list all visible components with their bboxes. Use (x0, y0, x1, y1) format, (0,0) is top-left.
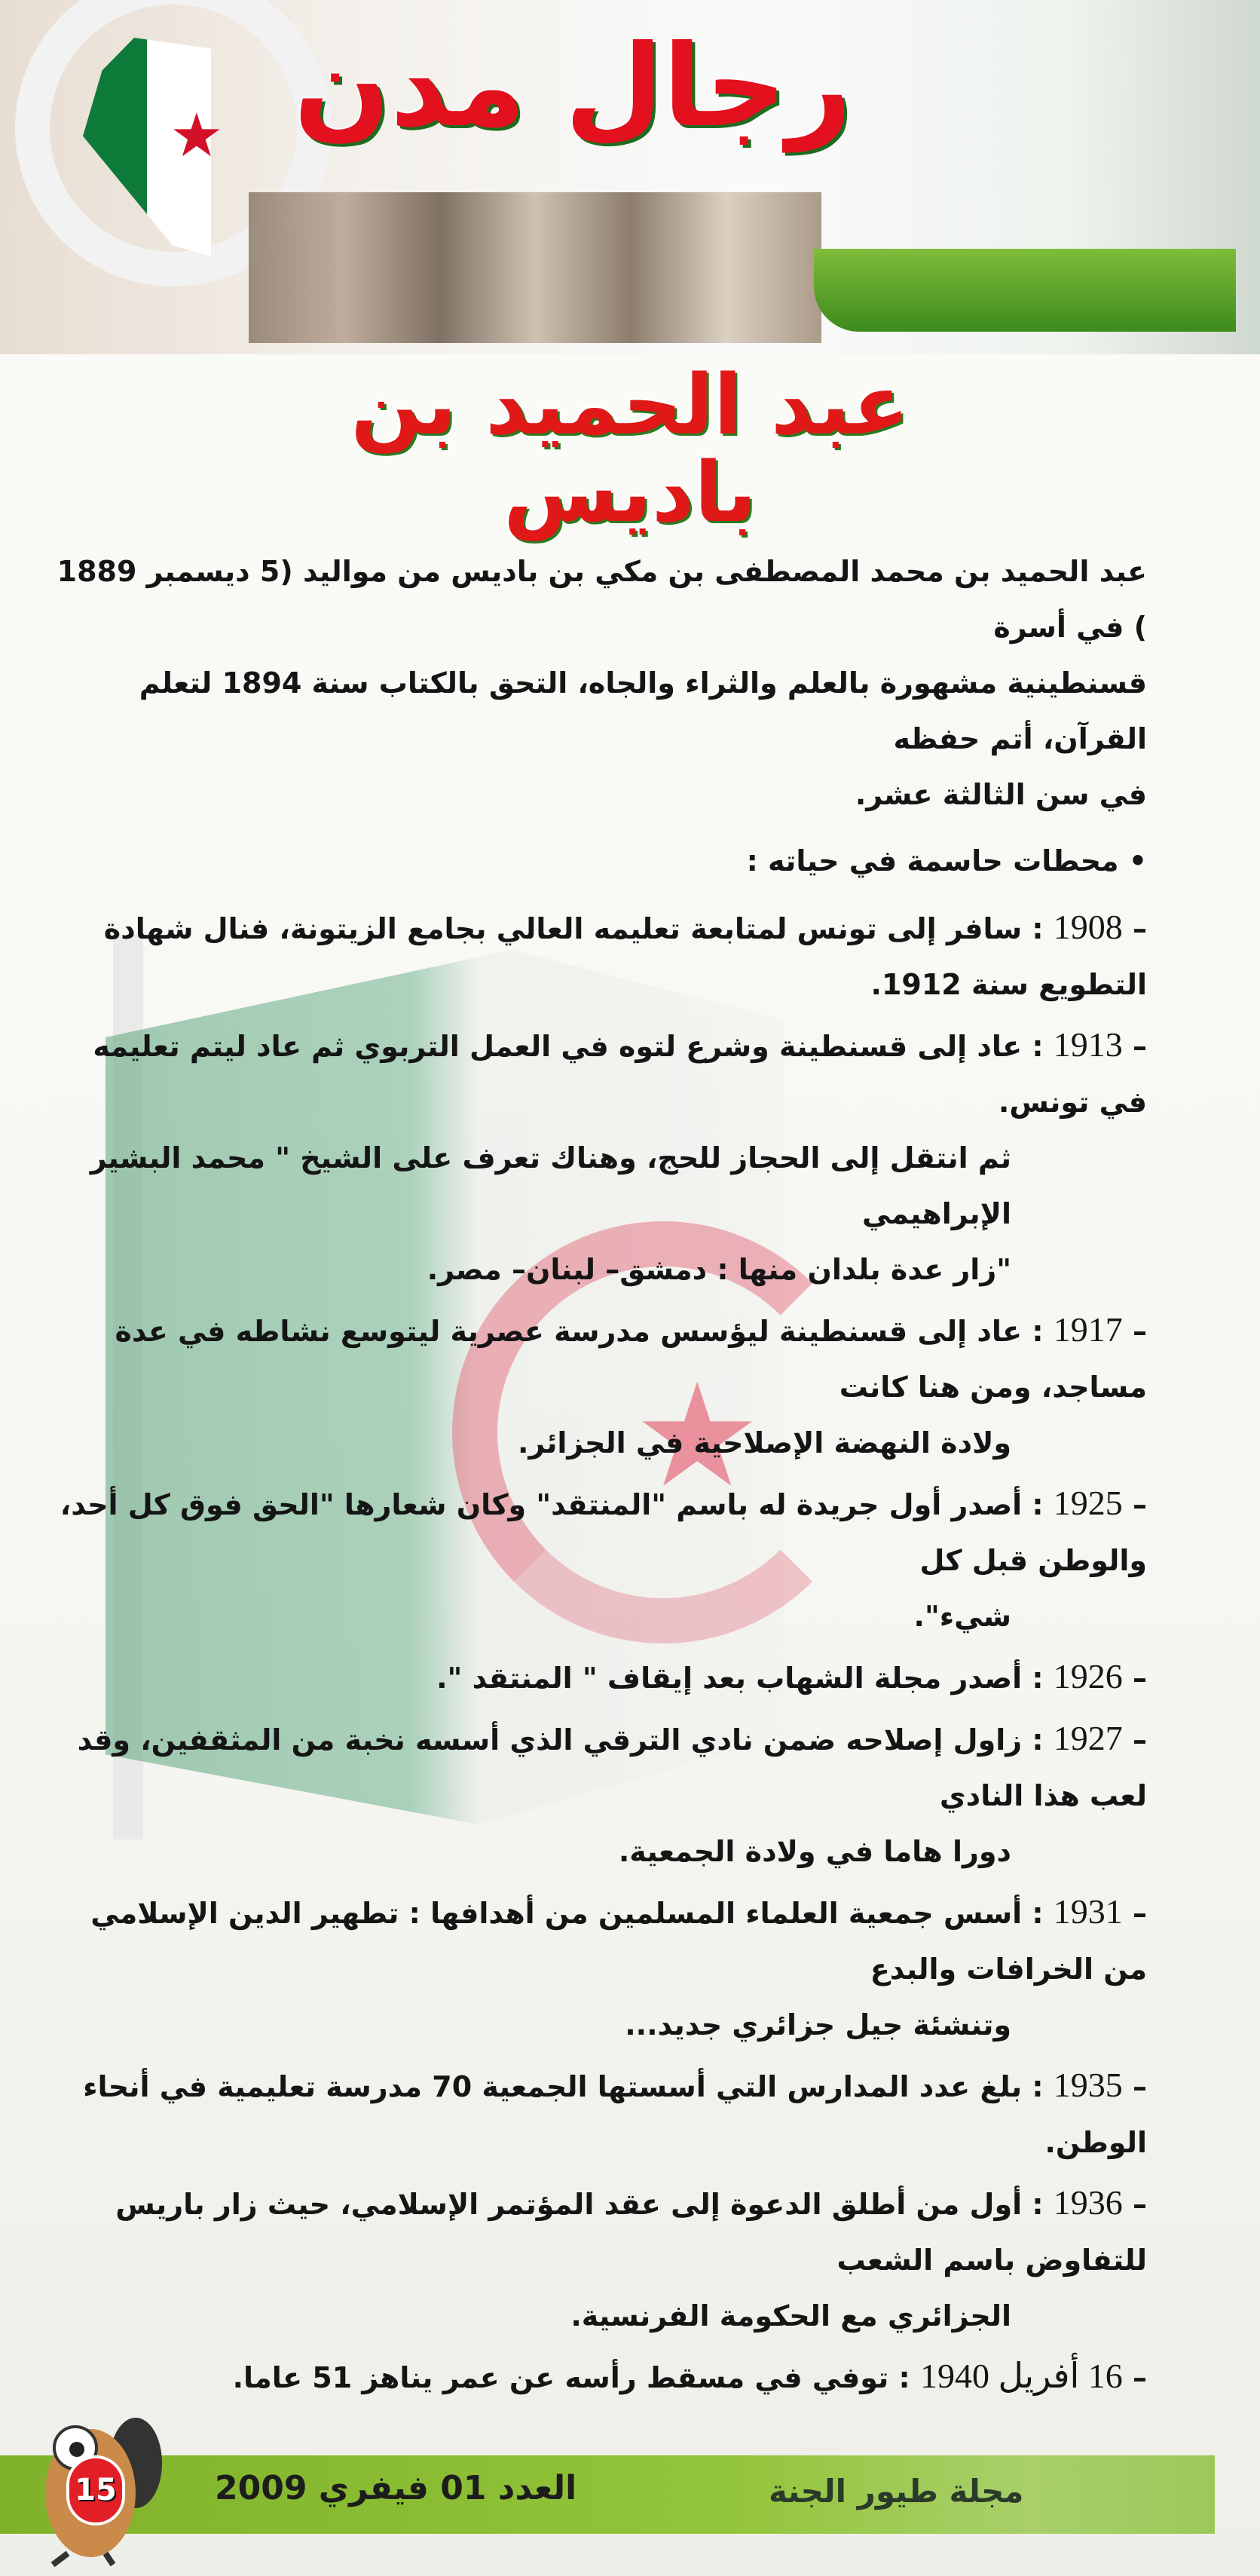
separator: : (1022, 2070, 1054, 2103)
timeline-entry (38, 1884, 1147, 2053)
timeline (38, 899, 1147, 2406)
separator: : (1022, 1488, 1054, 1521)
page-number: 15 (66, 2455, 125, 2525)
star-icon: ★ (170, 100, 224, 170)
timeline-item (38, 1302, 1147, 1415)
timeline-item-continuation (38, 1130, 1011, 1242)
timeline-item (38, 1711, 1147, 1824)
bullet-dash: – (1122, 1488, 1147, 1521)
timeline-text: ولادة النهضة الإصلاحية في الجزائر. (518, 1426, 1011, 1460)
timeline-item (38, 1884, 1147, 1997)
bullet-dash: – (1122, 1030, 1147, 1063)
timeline-text: بلغ عدد المدارس التي أسستها الجمعية 70 مدرسة تعليمية في أنحاء الوطن. (83, 2070, 1147, 2159)
timeline-item-continuation (38, 1588, 1011, 1644)
timeline-item (38, 1649, 1147, 1706)
timeline-year: 1925 (1053, 1484, 1123, 1522)
timeline-text: أصدر أول جريدة له باسم "المنتقد" وكان شعارها "الحق فوق كل أحد، والوطن قبل كل (60, 1488, 1147, 1577)
timeline-item (38, 899, 1147, 1012)
timeline-entry (38, 1302, 1147, 1471)
footer-band (0, 2455, 1215, 2534)
timeline-entry (38, 2057, 1147, 2170)
grass-decoration (814, 249, 1236, 332)
timeline-year: 1936 (1053, 2183, 1123, 2222)
separator: : (1022, 2188, 1054, 2221)
timeline-item (38, 1017, 1147, 1130)
section-banner-title: رجال مدن (293, 21, 852, 152)
timeline-year: 16 أفريل 1940 (919, 2357, 1123, 2395)
separator: : (1022, 1662, 1054, 1695)
separator: : (1022, 1315, 1054, 1348)
timeline-text: "زار عدة بلدان منها : دمشق– لبنان– مصر. (427, 1253, 1011, 1286)
timeline-item-continuation (38, 1415, 1011, 1471)
timeline-text: عاد إلى قسنطينة ليؤسس مدرسة عصرية ليتوسع نشاطه في عدة مساجد، ومن هنا كانت (115, 1315, 1147, 1404)
intro-line: قسنطينية مشهورة بالعلم والثراء والجاه، التحق بالكتاب سنة 1894 لتعلم القرآن، أتم حفظه (139, 666, 1147, 755)
timeline-year: 1931 (1053, 1892, 1123, 1931)
timeline-text: دورا هاما في ولادة الجمعية. (618, 1835, 1011, 1868)
separator: : (1022, 1897, 1054, 1930)
issue-date: العدد 01 فيفري 2009 (215, 2469, 577, 2507)
timeline-item-continuation (38, 1824, 1011, 1879)
timeline-entry (38, 1475, 1147, 1644)
timeline-entry (38, 2175, 1147, 2344)
intro-line: في سن الثالثة عشر. (855, 778, 1147, 811)
timeline-text: توفي في مسقط رأسه عن عمر يناهز 51 عاما. (232, 2361, 889, 2394)
separator: : (888, 2361, 920, 2394)
timeline-text: أول من أطلق الدعوة إلى عقد المؤتمر الإسلامي، حيث زار باريس للتفاوض باسم الشعب (115, 2188, 1147, 2277)
footer (0, 2425, 1260, 2576)
timeline-item (38, 2348, 1147, 2406)
timeline-entry (38, 1711, 1147, 1879)
separator: : (1022, 1030, 1054, 1063)
timeline-year: 1926 (1053, 1657, 1123, 1695)
separator: : (1022, 1723, 1054, 1757)
flag-star-icon: ★ (633, 1352, 762, 1519)
timeline-item (38, 1475, 1147, 1588)
bullet-dash: – (1122, 2070, 1147, 2103)
timeline-text: أسس جمعية العلماء المسلمين من أهدافها : تطهير الدين الإسلامي من الخرافات والبدع (90, 1897, 1147, 1986)
section-heading: • محطات حاسمة في حياته : (746, 844, 1147, 878)
magazine-name: مجلة طيور الجنة (769, 2473, 1024, 2510)
timeline-item-continuation (38, 1242, 1011, 1297)
timeline-entry (38, 1017, 1147, 1297)
timeline-year: 1908 (1053, 908, 1123, 946)
timeline-item (38, 2175, 1147, 2288)
timeline-year: 1935 (1053, 2066, 1123, 2104)
timeline-text: سافر إلى تونس لمتابعة تعليمه العالي بجامع الزيتونة، فنال شهادة التطويع سنة 1912. (103, 912, 1147, 1001)
bullet-dash: – (1122, 1315, 1147, 1348)
bullet-dash: – (1122, 1662, 1147, 1695)
timeline-text: عاد إلى قسنطينة وشرع لتوه في العمل التربوي ثم عاد ليتم تعليمه في تونس. (93, 1030, 1147, 1119)
timeline-year: 1927 (1053, 1719, 1123, 1757)
bullet-dash: – (1122, 2188, 1147, 2221)
timeline-text: وتنشئة جيل جزائري جديد... (625, 2008, 1011, 2042)
timeline-text: ثم انتقل إلى الحجاز للحج، وهناك تعرف على الشيخ " محمد البشير الإبراهيمي (90, 1141, 1011, 1230)
timeline-entry (38, 2348, 1147, 2406)
timeline-item (38, 2057, 1147, 2170)
portraits-strip (249, 192, 821, 343)
timeline-text: الجزائري مع الحكومة الفرنسية. (570, 2299, 1011, 2332)
timeline-year: 1913 (1053, 1025, 1123, 1064)
timeline-text: شيء". (913, 1600, 1011, 1633)
separator: : (1022, 912, 1054, 945)
header-banner (0, 0, 1260, 354)
timeline-entry (38, 899, 1147, 1012)
bullet-dash: – (1122, 1723, 1147, 1757)
timeline-text: زاول إصلاحه ضمن نادي الترقي الذي أسسه نخبة من المثقفين، وقد لعب هذا النادي (77, 1723, 1147, 1812)
timeline-text: أصدر مجلة الشهاب بعد إيقاف " المنتقد ". (436, 1662, 1023, 1695)
bullet-dash: – (1122, 2361, 1147, 2394)
intro-line: عبد الحميد بن محمد المصطفى بن مكي بن باديس من مواليد (5 ديسمبر 1889 ) في أسرة (57, 555, 1147, 644)
timeline-entry (38, 1649, 1147, 1706)
page-title: عبد الحميد بن باديس (350, 357, 910, 541)
bullet-dash: – (1122, 912, 1147, 945)
timeline-year: 1917 (1053, 1310, 1123, 1349)
article-body (0, 536, 1260, 2425)
timeline-item-continuation (38, 1997, 1011, 2053)
bullet-dash: – (1122, 1897, 1147, 1930)
timeline-item-continuation (38, 2288, 1011, 2344)
